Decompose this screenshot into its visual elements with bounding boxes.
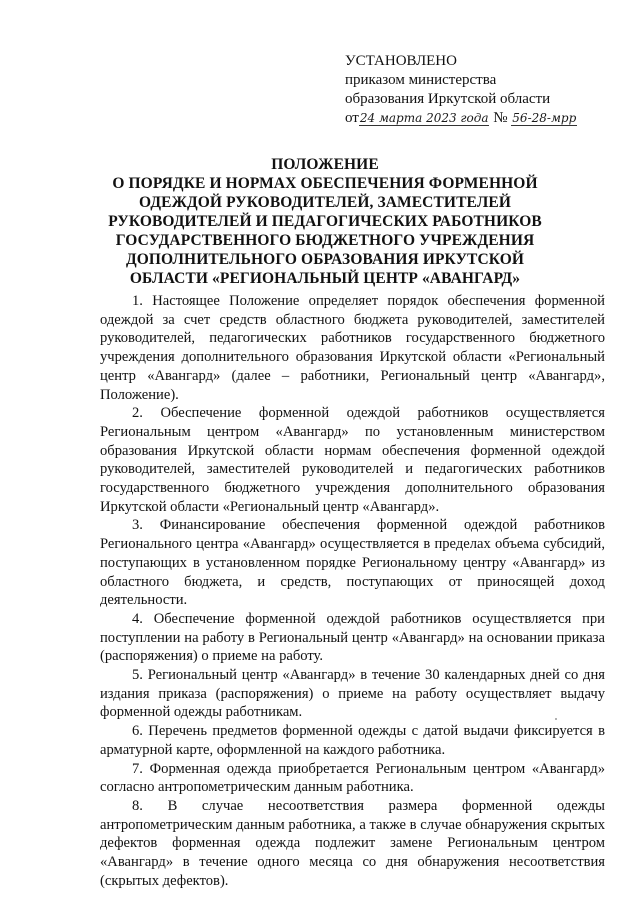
paragraph-7: 7. Форменная одежда приобретается Региональным центром «Авангард» согласно антропометрическим данным работника.	[100, 760, 605, 796]
paragraph-1: 1. Настоящее Положение определяет порядок обеспечения форменной одеждой за счет средств областного бюджета руководителей, заместителей руководителей, педагогических работников государственного бюджетного учреждения дополнительного образования Иркутской области «Региональный центр «Авангард» (далее – работники, Региональный центр «Авангард», Положение).	[100, 293, 605, 403]
handwritten-date: 24 марта 2023 года	[359, 111, 489, 125]
approval-stamp-block	[345, 52, 615, 128]
paragraph-5: 5. Региональный центр «Авангард» в течение 30 календарных дней со дня издания приказа (распоряжения) о приеме на работу осуществляет выдачу форменной одежды работникам.	[100, 667, 605, 721]
paragraph-2: 2. Обеспечение форменной одеждой работников осуществляется Региональным центром «Авангард» по установленным министерством образования Иркутской области нормам обеспечения форменной одеждой руководителей, заместителей руководителей и педагогических работников государственного бюджетного учреждения дополнительного образования Иркутской области «Региональный центр «Авангард».	[100, 405, 605, 515]
document-title	[90, 155, 560, 288]
document-body	[100, 292, 605, 891]
approval-order-line: приказом министерства	[345, 72, 497, 88]
approval-ministry-line: образования Иркутской области	[345, 91, 551, 107]
handwritten-number: 56-28-мрр	[512, 111, 577, 125]
paragraph-4: 4. Обеспечение форменной одеждой работников осуществляется при поступлении на работу в Региональный центр «Авангард» на основании приказа (распоряжения) о приеме на работу.	[100, 610, 605, 665]
approval-date-number-line	[345, 109, 615, 128]
approval-number-label: №	[493, 110, 508, 126]
paragraph-3: 3. Финансирование обеспечения форменной одеждой работников Регионального центра «Авангард» осуществляется в пределах объема субсидий, поступающих в установленном порядке Региональному центру «Авангард» из областного бюджета, и средств, поступающих от приносящей доход деятельности.	[100, 517, 605, 609]
title-heading: ПОЛОЖЕНИЕ	[271, 156, 379, 173]
approval-heading: УСТАНОВЛЕНО	[345, 53, 457, 69]
paragraph-6: 6. Перечень предметов форменной одежды с датой выдачи фиксируется в арматурной карте, оформленной на каждого работника.	[100, 723, 605, 758]
scan-speck	[555, 718, 557, 720]
title-subject: О ПОРЯДКЕ И НОРМАХ ОБЕСПЕЧЕНИЯ ФОРМЕННОЙ ОДЕЖДОЙ РУКОВОДИТЕЛЕЙ, ЗАМЕСТИТЕЛЕЙ РУКОВОДИТЕЛЕЙ И ПЕДАГОГИЧЕСКИХ РАБОТНИКОВ ГОСУДАРСТВЕННОГО БЮДЖЕТНОГО УЧРЕЖДЕНИЯ ДОПОЛНИТЕЛЬНОГО ОБРАЗОВАНИЯ ИРКУТСКОЙ ОБЛАСТИ «РЕГИОНАЛЬНЫЙ ЦЕНТР «АВАНГАРД»	[108, 175, 542, 287]
paragraph-8: 8. В случае несоответствия размера форменной одежды антропометрическим данным работника, а также в случае обнаружения скрытых дефектов форменная одежда подлежит замене Региональным центром «Авангард» в течение одного месяца со дня обнаружения несоответствия (скрытых дефектов).	[100, 797, 605, 889]
approval-from-label: от	[345, 110, 359, 126]
